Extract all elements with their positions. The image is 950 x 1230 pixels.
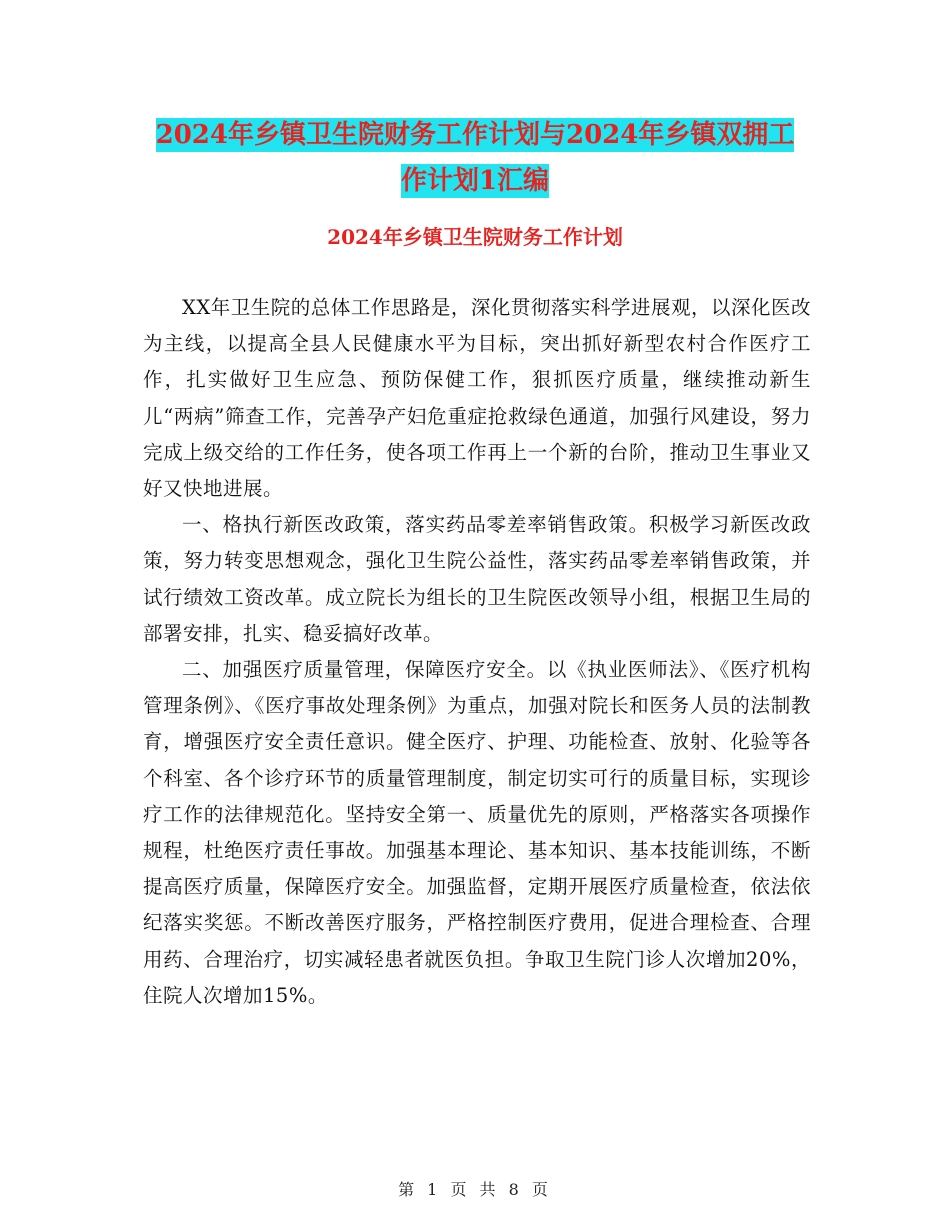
paragraph-intro: XX年卫生院的总体工作思路是，深化贯彻落实科学进展观，以深化医改为主线，以提高全县人民健康水平为目标，突出抓好新型农村合作医疗工作，扎实做好卫生应急、预防保健工作，狠抓医疗质量，继续推动新生儿“两病”筛查工作，完善孕产妇危重症抢救绿色通道，加强行风建设，努力完成上级交给的工作任务，使各项工作再上一个新的台阶，推动卫生事业又好又快地进展。 <box>143 296 811 501</box>
document-title-line-1: 2024年乡镇卫生院财务工作计划与2024年乡镇双拥工 <box>155 120 795 150</box>
section-title: 2024年乡镇卫生院财务工作计划 <box>327 225 623 249</box>
page-footer: 第 1 页 共 8 页 <box>398 1180 552 1199</box>
paragraph-2: 二、加强医疗质量管理，保障医疗安全。以《执业医师法》、《医疗机构管理条例》、《医疗事故处理条例》为重点，加强对院长和医务人员的法制教育，增强医疗安全责任意识。健全医疗、护理、功能检查、放射、化验等各个科室、各个诊疗环节的质量管理制度，制定切实可行的质量目标，实现诊疗工作的法律规范化。坚持安全第一、质量优先的原则，严格落实各项操作规程，杜绝医疗责任事故。加强基本理论、基本知识、基本技能训练，不断提高医疗质量，保障医疗安全。加强监督，定期开展医疗质量检查，依法依纪落实奖惩。不断改善医疗服务，严格控制医疗费用，促进合理检查、合理用药、合理治疗，切实减轻患者就医负担。争取卫生院门诊人次增加20%，住院人次增加15%。 <box>143 658 811 1007</box>
paragraph-1: 一、格执行新医改政策，落实药品零差率销售政策。积极学习新医改政策，努力转变思想观念，强化卫生院公益性，落实药品零差率销售政策，并试行绩效工资改革。成立院长为组长的卫生院医改领导小组，根据卫生局的部署安排，扎实、稳妥搞好改革。 <box>143 513 811 645</box>
document-title <box>0 112 950 204</box>
document-body <box>143 290 811 1014</box>
document-title-line-2: 作计划1汇编 <box>400 166 550 196</box>
